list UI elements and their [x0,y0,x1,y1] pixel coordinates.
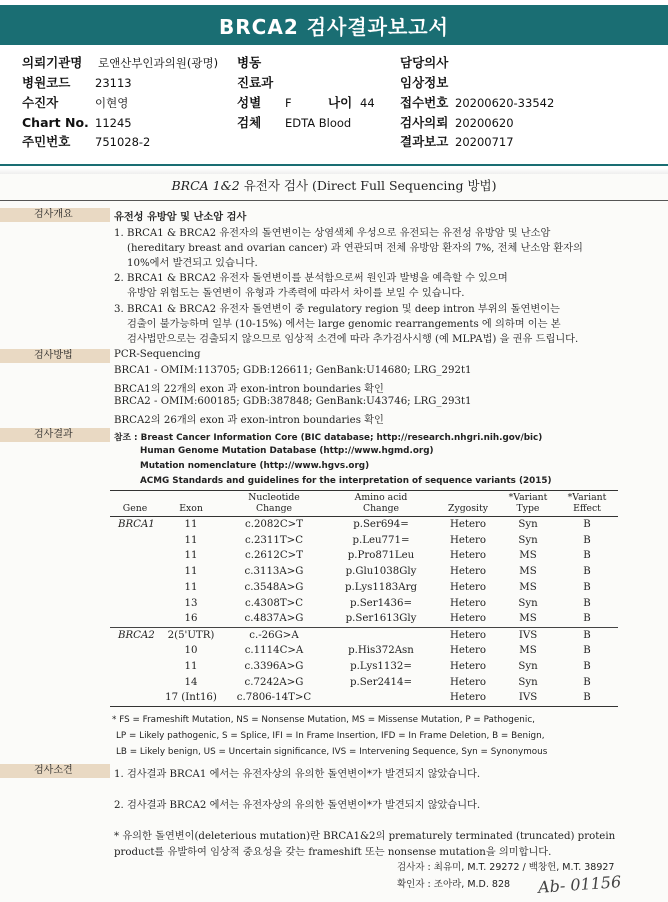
variant-cell-eff: B [583,566,591,578]
variant-cell-zyg: Hetero [449,661,487,673]
variant-cell-aa: p.Pro871Leu [347,550,415,562]
variant-cell-gene: BRCA1 [118,519,155,531]
variant-cell-type: IVS [500,627,556,643]
variant-cell-type: Syn [518,519,538,531]
received-value: 20200620-33542 [455,96,555,110]
variant-cell-nuc: c.3396A>G [244,661,304,673]
id-value: 751028-2 [95,135,151,149]
col-exon: Exon [160,491,222,517]
sex-label: 성별 [237,95,262,110]
patient-label: 수진자 [22,95,59,110]
variant-cell-gene [110,532,160,548]
variant-cell-type: MS [519,550,537,562]
variant-cell-zyg: Hetero [449,566,487,578]
variant-cell-aa: p.Leu771= [352,534,410,546]
overview-line: 검출이 불가능하며 일부 (10-15%) 에서는 large genomic rearrangements 에 의하며 이는 본 [127,319,561,330]
footnote-line: LP = Likely pathogenic, S = Splice, IFI = In Frame Insertion, IFD = In Frame Deletion, B = Benign, [116,731,545,741]
age-label: 나이 [328,95,353,110]
col-amino-acid-line1: Amino acid [354,492,408,503]
variant-cell-eff: B [583,582,591,594]
scanned-report [0,168,668,902]
variant-cell-zyg: Hetero [449,534,487,546]
finding-brca2: 2. 검사결과 BRCA2 에서는 유전자상의 유의한 돌연변이*가 발견되지 않았습니다. [114,800,481,811]
variant-cell-nuc: c.7806-14T>C [222,690,326,706]
variant-cell-gene [110,674,160,690]
variant-row [110,659,618,675]
variant-cell-nuc: c.7242A>G [244,676,304,688]
id-label: 주민번호 [22,134,71,149]
variant-cell-type: Syn [518,676,538,688]
col-variant-effect-line1: *Variant [567,492,607,503]
section-findings-label: 검사소견 [0,764,110,778]
col-variant-effect-line2: Effect [573,503,601,514]
variant-row [110,517,618,533]
variant-cell-exon: 13 [184,597,198,609]
patient-value: 이현영 [95,96,129,110]
col-gene: Gene [110,491,160,517]
variant-cell-gene [110,564,160,580]
variant-row [110,627,618,643]
reference-line: 참조 : Breast Cancer Information Core (BIC database; http://research.nhgri.nih.gov/bic) [114,433,543,443]
variant-cell-eff: B [583,661,591,673]
variant-cell-exon: 11 [184,519,198,531]
finding-brca1: 1. 검사결과 BRCA1 에서는 유전자상의 유의한 돌연변이*가 발견되지 않았습니다. [114,769,481,780]
institution-label: 의뢰기관명 [22,55,83,70]
variant-row [110,643,618,659]
variant-cell-nuc: c.2082C>T [245,519,303,531]
variant-row [110,690,618,706]
doctor-label: 담당의사 [400,55,449,70]
variant-cell-eff: B [583,645,591,657]
variant-row [110,611,618,627]
variant-cell-exon: 10 [184,645,198,657]
variant-cell-nuc: c.4308T>C [245,597,303,609]
variant-row [110,564,618,580]
variant-cell-aa: p.Ser1613Gly [345,613,417,625]
variant-cell-nuc: c.3548A>G [244,582,304,594]
ward-label: 병동 [237,55,262,70]
method-line: BRCA2의 26개의 exon 과 exon-intron boundaries 확인 [114,415,384,426]
variant-cell-eff: B [583,613,591,625]
variant-row [110,548,618,564]
method-line: BRCA1 - OMIM:113705; GDB:126611; GenBank:U14680; LRG_292t1 [114,365,472,376]
variant-row [110,595,618,611]
tester-signature: 검사자 : 최유미, M.T. 29272 / 백창헌, M.T. 38927 [397,862,615,873]
variant-cell-type: Syn [518,597,538,609]
variant-cell-gene [110,643,160,659]
variant-cell-type: Syn [518,534,538,546]
variant-cell-nuc: c.3113A>G [244,566,304,578]
received-label: 접수번호 [400,95,449,110]
variant-cell-aa: p.Lys1183Arg [344,582,417,594]
variant-cell-eff: B [583,534,591,546]
variant-cell-aa [326,690,436,706]
variant-cell-eff: B [583,550,591,562]
variant-cell-nuc: c.4837A>G [244,613,304,625]
variant-cell-type: MS [519,645,537,657]
col-variant-type-line1: *Variant [508,492,548,503]
method-heading: PCR-Sequencing [114,349,201,360]
variant-cell-eff: B [556,690,618,706]
variant-table-body [110,517,618,707]
variant-cell-gene [110,595,160,611]
variant-cell-nuc: c.2612C>T [245,550,303,562]
variant-table-header [110,491,618,517]
report-subtitle [0,176,668,194]
report-date-label: 결과보고 [400,134,449,149]
variant-cell-zyg: Hetero [449,519,487,531]
section-result-label: 검사결과 [0,428,110,442]
col-amino-acid-line2: Change [362,503,400,514]
finding-note: * 유의한 돌연변이(deleterious mutation)란 BRCA1&2의 prematurely terminated (truncated) protein [114,831,616,842]
department-label: 진료과 [237,75,274,90]
variant-cell-type: MS [519,582,537,594]
header-divider [0,164,668,166]
overview-heading: 유전성 유방암 및 난소암 검사 [114,211,247,223]
variant-cell-aa: p.Ser2414= [349,676,413,688]
hospital-code-value: 23113 [95,76,132,90]
chart-value: 11245 [95,116,132,130]
variant-cell-zyg: Hetero [436,690,500,706]
subtitle-rule [0,200,668,201]
variant-cell-eff: B [556,627,618,643]
confirmer-signature: 확인자 : 조아라, M.D. 828 [397,879,511,890]
variant-cell-eff: B [583,519,591,531]
institution-value: 로앤산부인과의원(광명) [98,56,219,70]
overview-line: 3. BRCA1 & BRCA2 유전자 돌연변이 중 regulatory region 및 deep intron 부위의 돌연변이는 [114,304,560,315]
variant-cell-aa: p.Ser694= [353,519,409,531]
variant-cell-gene [110,690,160,706]
col-variant-effect [556,491,618,517]
variant-cell-gene: BRCA2 [110,627,160,643]
variant-cell-eff: B [583,597,591,609]
overview-line: 1. BRCA1 & BRCA2 유전자의 돌연변이는 상염색체 우성으로 유전되는 유전성 유방암 및 난소암 [114,228,551,239]
col-zygosity: Zygosity [436,491,500,517]
section-overview-label: 검사개요 [0,208,110,222]
overview-line: 검사법만으로는 검출되지 않으므로 임상적 소견에 따라 추가검사시행 (예 MLPA법) 을 권유 드립니다. [127,334,579,345]
footnote-line: LB = Likely benign, US = Uncertain significance, IVS = Intervening Sequence, Syn = Synonymous [116,747,548,757]
variant-cell-zyg: Hetero [449,613,487,625]
variant-cell-type: IVS [500,690,556,706]
reference-line: ACMG Standards and guidelines for the interpretation of sequence variants (2015) [140,476,552,486]
overview-line: 유방암 위험도는 돌연변이 유형과 가족력에 따라서 차이를 보일 수 있습니다. [127,288,465,299]
variant-row [110,532,618,548]
age-value: 44 [360,96,375,110]
subtitle-text: 유전자 검사 (Direct Full Sequencing 방법) [243,178,497,193]
col-nucleotide-line1: Nucleotide [248,492,300,503]
reference-line: Human Genome Mutation Database (http://www.hgmd.org) [140,446,434,456]
section-method-label: 검사방법 [0,349,110,363]
variant-cell-exon: 14 [184,676,198,688]
clinical-info-label: 임상정보 [400,75,449,90]
subtitle-genes: BRCA 1&2 [171,178,240,193]
col-variant-type [500,491,556,517]
report-title: BRCA2 검사결과보고서 [0,5,668,45]
scan-shadow [0,168,668,174]
variant-row [110,580,618,596]
variant-cell-exon: 16 [184,613,198,625]
col-nucleotide-line2: Change [255,503,293,514]
handwritten-note: Ab- 01156 [537,872,622,897]
request-date-value: 20200620 [455,116,514,130]
variant-cell-zyg: Hetero [436,627,500,643]
chart-label: Chart No. [22,115,89,130]
variant-cell-type: Syn [518,661,538,673]
variant-cell-aa [326,627,436,643]
variant-cell-gene [110,659,160,675]
specimen-value: EDTA Blood [285,116,352,130]
col-amino-acid [326,491,436,517]
overview-line: 2. BRCA1 & BRCA2 유전자 돌연변이를 분석함으로써 원인과 발병을 예측할 수 있으며 [114,273,508,284]
sex-value: F [285,96,292,110]
variant-cell-exon: 11 [184,550,198,562]
variant-cell-gene [110,548,160,564]
variant-cell-nuc: c.2311T>C [245,534,303,546]
method-line: BRCA2 - OMIM:600185; GDB:387848; GenBank:U43746; LRG_293t1 [114,396,472,407]
variant-cell-exon: 11 [184,566,198,578]
overview-line: (hereditary breast and ovarian cancer) 과 연관되며 전체 유방암 환자의 7%, 전체 난소암 환자의 [127,243,583,254]
variant-table [110,490,618,707]
variant-cell-aa: p.Ser1436= [349,597,413,609]
variant-cell-zyg: Hetero [449,597,487,609]
variant-cell-nuc: c.1114C>A [244,645,304,657]
reference-line: Mutation nomenclature (http://www.hgvs.org) [140,461,370,471]
variant-row [110,674,618,690]
variant-cell-exon: 11 [184,582,198,594]
col-variant-type-line2: Type [516,503,540,514]
variant-cell-aa: p.His372Asn [348,645,414,657]
variant-cell-nuc: c.-26G>A [222,627,326,643]
variant-cell-type: MS [519,566,537,578]
variant-cell-exon: 11 [184,534,198,546]
variant-cell-exon: 17 (Int16) [160,690,222,706]
overview-line: 10%에서 발견되고 있습니다. [127,258,258,269]
footnote-line: * FS = Frameshift Mutation, NS = Nonsense Mutation, MS = Missense Mutation, P = Pathogenic, [112,715,535,725]
variant-cell-aa: p.Glu1038Gly [345,566,417,578]
variant-cell-exon: 11 [184,661,198,673]
variant-cell-exon: 2(5'UTR) [160,627,222,643]
method-line: BRCA1의 22개의 exon 과 exon-intron boundaries 확인 [114,384,384,395]
specimen-label: 검체 [237,115,262,130]
variant-cell-zyg: Hetero [449,676,487,688]
col-nucleotide [222,491,326,517]
variant-cell-zyg: Hetero [449,582,487,594]
variant-cell-gene [110,580,160,596]
report-date-value: 20200717 [455,135,514,149]
finding-note: product를 유발하여 임상적 중요성을 갖는 frameshift 또는 nonsense mutation을 의미합니다. [114,847,552,858]
variant-cell-type: MS [519,613,537,625]
variant-cell-zyg: Hetero [449,550,487,562]
variant-cell-zyg: Hetero [449,645,487,657]
request-date-label: 검사의뢰 [400,115,449,130]
hospital-code-label: 병원코드 [22,75,71,90]
variant-cell-gene [110,611,160,627]
variant-cell-aa: p.Lys1132= [350,661,412,673]
variant-cell-eff: B [583,676,591,688]
